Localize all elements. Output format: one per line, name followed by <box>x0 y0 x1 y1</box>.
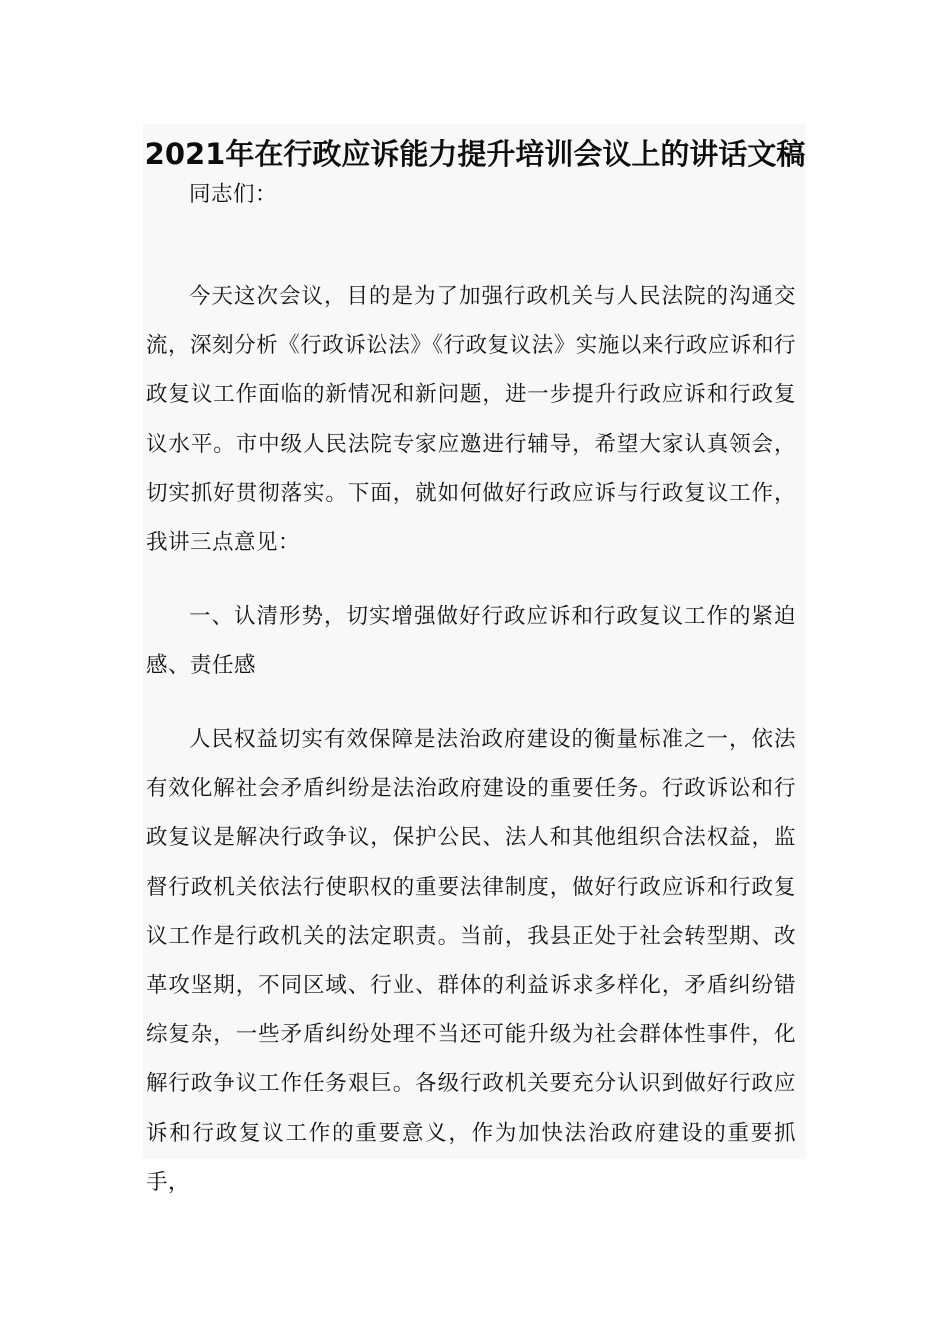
paragraph-intro: 今天这次会议，目的是为了加强行政机关与人民法院的沟通交流，深刻分析《行政诉讼法》《行政复议法》实施以来行政应诉和行政复议工作面临的新情况和新问题，进一步提升行政应诉和行政复议水平。市中级人民法院专家应邀进行辅导，希望大家认真领会，切实抓好贯彻落实。下面，就如何做好行政应诉与行政复议工作，我讲三点意见： <box>146 284 796 556</box>
paragraph-body-1: 人民权益切实有效保障是法治政府建设的衡量标准之一，依法有效化解社会矛盾纠纷是法治政府建设的重要任务。行政诉讼和行政复议是解决行政争议，保护公民、法人和其他组织合法权益，监督行政机关依法行使职权的重要法律制度，做好行政应诉和行政复议工作是行政机关的法定职责。当前，我县正处于社会转型期、改革攻坚期，不同区域、行业、群体的利益诉求多样化，矛盾纠纷错综复杂，一些矛盾纠纷处理不当还可能升级为社会群体性事件，化解行政争议工作任务艰巨。各级行政机关要充分认识到做好行政应诉和行政复议工作的重要意义，作为加快法治政府建设的重要抓手， <box>146 727 796 1195</box>
document-title: 2021年在行政应诉能力提升培训会议上的讲话文稿 <box>144 137 806 171</box>
salutation: 同志们： <box>189 182 278 207</box>
section-heading-1: 一、认清形势，切实增强做好行政应诉和行政复议工作的紧迫感、责任感 <box>146 604 796 679</box>
